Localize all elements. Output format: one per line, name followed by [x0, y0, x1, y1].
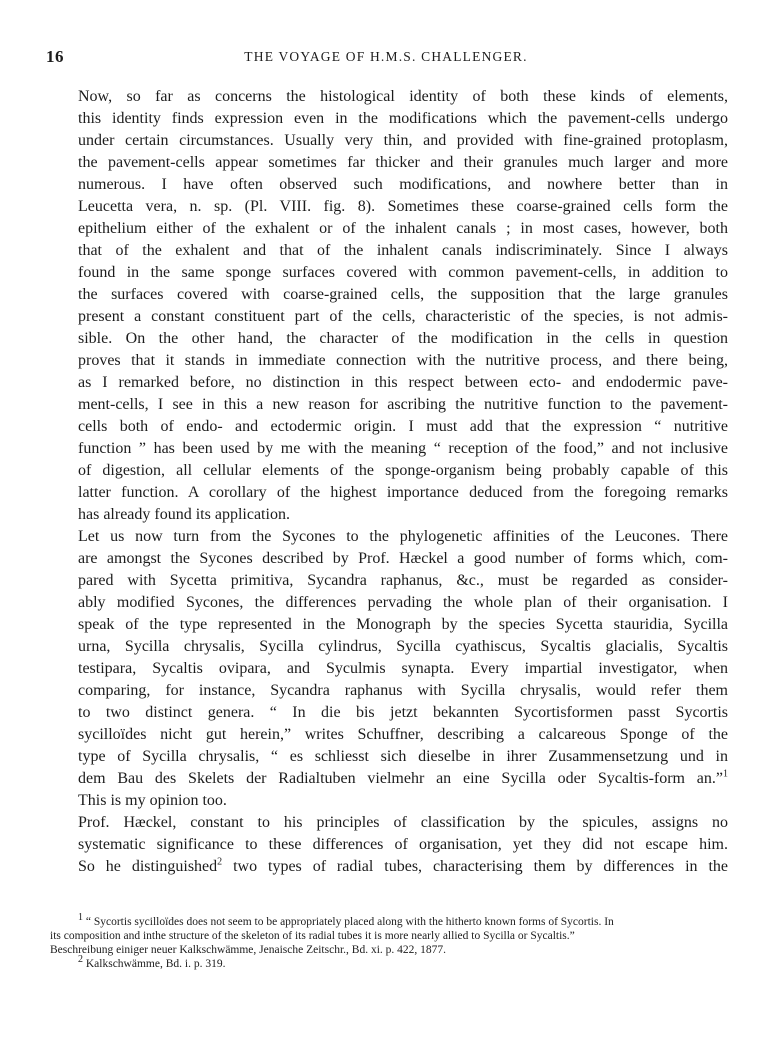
text-line: cells both of endo- and ectodermic origin. I must add that the expression “ nutritive — [78, 418, 728, 435]
text-line: This is my opinion too. — [78, 792, 227, 809]
text-line: this identity finds expression even in the modifications which the pavement-cells undergo — [78, 110, 728, 127]
text-line: comparing, for instance, Sycandra raphanus with Sycilla chrysalis, would refer them — [78, 682, 728, 699]
footnote-text: Beschreibung einiger neuer Kalkschwämme, Jenaische Zeitschr., Bd. xi. p. 422, 1877. — [50, 944, 447, 956]
text-line: sible. On the other hand, the character of the modification in the cells in question — [78, 330, 728, 347]
text-line: to two distinct genera. “ In die bis jetzt bekannten Sycortisformen passt Sycortis — [78, 704, 728, 721]
text-line: Now, so far as concerns the histological identity of both these kinds of elements, — [78, 88, 728, 105]
text-line: Leucetta vera, n. sp. (Pl. VIII. fig. 8). Sometimes these coarse-grained cells form the — [78, 198, 728, 215]
text-line: Prof. Hæckel, constant to his principles of classification by the spicules, assigns no — [78, 814, 728, 831]
page-header — [46, 47, 726, 69]
footnote-text: Kalkschwämme, Bd. i. p. 319. — [85, 958, 226, 970]
footnote-ref-2[interactable]: 2 — [217, 856, 223, 868]
paragraph-1 — [50, 86, 728, 526]
text-line: testipara, Sycaltis ovipara, and Syculmis synapta. Every impartial investigator, when — [78, 660, 728, 677]
text-line: the surfaces covered with coarse-grained cells, the supposition that the large granules — [78, 286, 728, 303]
text-line: present a constant constituent part of the cells, characteristic of the species, is not admis- — [78, 308, 728, 325]
footnotes — [50, 912, 728, 971]
running-title: THE VOYAGE OF H.M.S. CHALLENGER. — [244, 49, 528, 64]
text-line: under certain circumstances. Usually very thin, and provided with fine-grained protoplasm, — [78, 132, 728, 149]
footnote-text: its composition and inthe structure of the skeleton of its radial tubes it is more nearly allied to Sycilla or Sycaltis.” — [50, 930, 575, 942]
text-line: numerous. I have often observed such modifications, and nowhere better than in — [78, 176, 728, 193]
footnote-ref-1[interactable]: 1 — [723, 768, 728, 780]
text-line: of digestion, all cellular elements of the sponge-organism being probably capable of this — [78, 462, 728, 479]
text-line: pared with Sycetta primitiva, Sycandra raphanus, &c., must be regarded as consider- — [78, 572, 728, 589]
footnote-1-cont — [50, 929, 728, 943]
text-line: ment-cells, I see in this a new reason for ascribing the nutritive function to the pavement- — [78, 396, 728, 413]
page-number: 16 — [46, 47, 64, 66]
text-line: speak of the type represented in the Monograph by the species Sycetta stauridia, Sycilla — [78, 616, 728, 633]
text-line: Let us now turn from the Sycones to the phylogenetic affinities of the Leucones. There — [78, 528, 728, 545]
body-text — [50, 86, 728, 878]
text-line — [50, 768, 728, 790]
text-line: that of the exhalent and that of the inhalent canals indiscriminately. Since I always — [78, 242, 728, 259]
footnote-1 — [50, 912, 728, 929]
text-line — [50, 856, 728, 878]
text-line: sycilloïdes nicht gut herein,” writes Schuffner, describing a calcareous Sponge of the — [78, 726, 728, 743]
text-line: are amongst the Sycones described by Prof. Hæckel a good number of forms which, com- — [78, 550, 728, 567]
text-line: ably modified Sycones, the differences pervading the whole plan of their organisation. I — [78, 594, 728, 611]
text-line: latter function. A corollary of the highest importance deduced from the foregoing remarks — [78, 484, 728, 501]
footnote-text: “ Sycortis sycilloïdes does not seem to be appropriately placed along with the hitherto known forms of Sycortis. In — [85, 916, 614, 928]
footnote-2 — [50, 954, 728, 971]
text-line: urna, Sycilla chrysalis, Sycilla cylindrus, Sycilla cyathiscus, Sycaltis glacialis, Sycaltis — [78, 638, 728, 655]
text-line: proves that it stands in immediate connection with the nutritive process, and there being, — [78, 352, 728, 369]
text-line: the pavement-cells appear sometimes far thicker and their granules much larger and more — [78, 154, 728, 171]
text-line: as I remarked before, no distinction in this respect between ecto- and endodermic pave- — [78, 374, 728, 391]
text-line: epithelium either of the exhalent or of the inhalent canals ; in most cases, however, both — [78, 220, 728, 237]
text-line: found in the same sponge surfaces covered with common pavement-cells, in addition to — [78, 264, 728, 281]
paragraph-2 — [50, 526, 728, 812]
text-line: has already found its application. — [78, 506, 290, 523]
text-line-content: So he distinguished — [78, 858, 218, 875]
paragraph-3 — [50, 812, 728, 878]
footnote-mark: 2 — [78, 954, 83, 966]
text-line-content: two types of radial tubes, characterising them by differences in the — [233, 858, 729, 875]
text-line-content: dem Bau des Skelets der Radialtuben vielmehr an eine Sycilla oder Sycaltis-form an.” — [78, 770, 723, 787]
text-line: type of Sycilla chrysalis, “ es schliesst sich dieselbe in ihrer Zusammensetzung und in — [78, 748, 728, 765]
text-line: systematic significance to these differences of organisation, yet they did not escape him. — [78, 836, 728, 853]
text-line: function ” has been used by me with the meaning “ reception of the food,” and not inclusive — [78, 440, 728, 457]
footnote-1-cont — [50, 943, 728, 957]
footnote-mark: 1 — [78, 912, 83, 924]
